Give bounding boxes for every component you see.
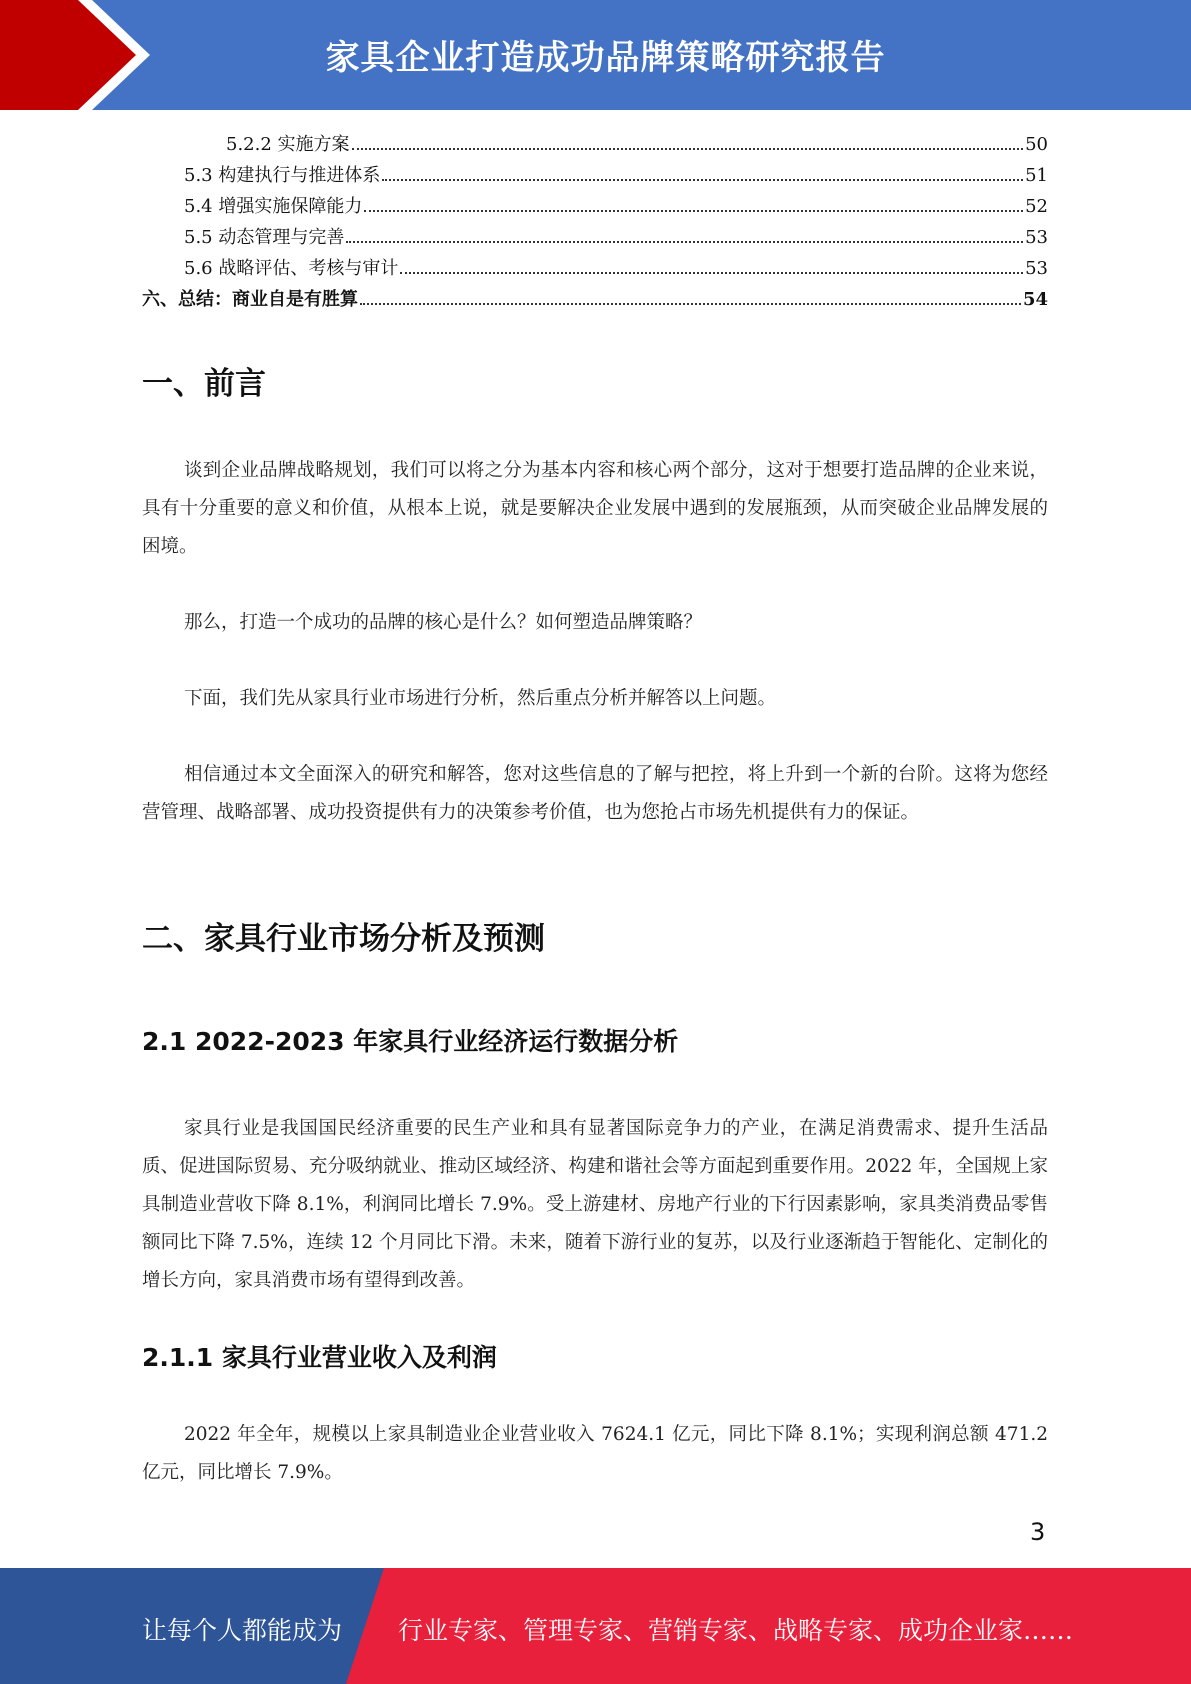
section-heading-preface: 一、前言	[142, 366, 266, 402]
toc-entry-label: 5.4 增强实施保障能力	[184, 196, 363, 217]
toc-leader-dots	[400, 272, 1023, 274]
toc-entry-label: 5.5 动态管理与完善	[184, 227, 345, 248]
toc-entry-page: 50	[1025, 134, 1048, 155]
toc-entry[interactable]	[142, 223, 1048, 254]
toc-entry-page: 53	[1025, 258, 1048, 279]
paragraph: 那么，打造一个成功的品牌的核心是什么？如何塑造品牌策略？	[184, 612, 703, 633]
toc-entry[interactable]	[142, 130, 1048, 161]
toc-leader-dots	[360, 303, 1021, 305]
toc-entry-label: 六、总结：商业自是有胜算	[142, 289, 358, 310]
subsection-heading: 2.1.1 家具行业营业收入及利润	[142, 1343, 497, 1372]
page-number: 3	[1030, 1518, 1046, 1546]
toc-entry-label: 5.3 构建执行与推进体系	[184, 165, 381, 186]
toc-entry-page: 53	[1025, 227, 1048, 248]
toc-entry-label: 5.2.2 实施方案	[226, 134, 350, 155]
table-of-contents	[142, 130, 1048, 316]
document-title: 家具企业打造成功品牌策略研究报告	[325, 38, 886, 78]
toc-leader-dots	[364, 210, 1023, 212]
toc-entry[interactable]	[142, 285, 1048, 316]
toc-entry-page: 52	[1025, 196, 1048, 217]
toc-entry[interactable]	[142, 161, 1048, 192]
footer-banner	[0, 1568, 1191, 1684]
header-bar	[0, 0, 1191, 110]
toc-entry[interactable]	[142, 192, 1048, 223]
toc-entry[interactable]	[142, 254, 1048, 285]
section-heading-market: 二、家具行业市场分析及预测	[142, 921, 545, 957]
footer-slogan-right: 行业专家、管理专家、营销专家、战略专家、成功企业家……	[398, 1616, 1074, 1645]
paragraph: 家具行业是我国国民经济重要的民生产业和具有显著国际竞争力的产业，在满足消费需求、提升生活品质、促进国际贸易、充分吸纳就业、推动区域经济、构建和谐社会等方面起到重要作用。2022 年，全国规上家具制造业营收下降 8.1%，利润同比增长 7.9%。受上游建材、房地产行业的下行因素影响，家具类消费品零售额同比下降 7.5%，连续 12 个月同比下滑。未来，随着下游行业的复苏，以及行业逐渐趋于智能化、定制化的增长方向，家具消费市场有望得到改善。	[142, 1118, 1048, 1291]
toc-entry-page: 54	[1022, 289, 1048, 310]
footer-slogan-left: 让每个人都能成为	[142, 1616, 343, 1645]
paragraph: 下面，我们先从家具行业市场进行分析，然后重点分析并解答以上问题。	[184, 688, 777, 709]
toc-entry-label: 5.6 战略评估、考核与审计	[184, 258, 399, 279]
paragraph: 2022 年全年，规模以上家具制造业企业营业收入 7624.1 亿元，同比下降 8.1%；实现利润总额 471.2 亿元，同比增长 7.9%。	[142, 1424, 1048, 1483]
toc-leader-dots	[346, 241, 1023, 243]
toc-leader-dots	[352, 148, 1024, 150]
toc-entry-page: 51	[1025, 165, 1048, 186]
paragraph: 相信通过本文全面深入的研究和解答，您对这些信息的了解与把控，将上升到一个新的台阶。这将为您经营管理、战略部署、成功投资提供有力的决策参考价值，也为您抢占市场先机提供有力的保证。	[142, 764, 1048, 823]
paragraph: 谈到企业品牌战略规划，我们可以将之分为基本内容和核心两个部分，这对于想要打造品牌的企业来说，具有十分重要的意义和价值，从根本上说，就是要解决企业发展中遇到的发展瓶颈，从而突破企业品牌发展的困境。	[142, 460, 1048, 557]
subsection-heading: 2.1 2022-2023 年家具行业经济运行数据分析	[142, 1027, 679, 1056]
toc-leader-dots	[382, 179, 1023, 181]
